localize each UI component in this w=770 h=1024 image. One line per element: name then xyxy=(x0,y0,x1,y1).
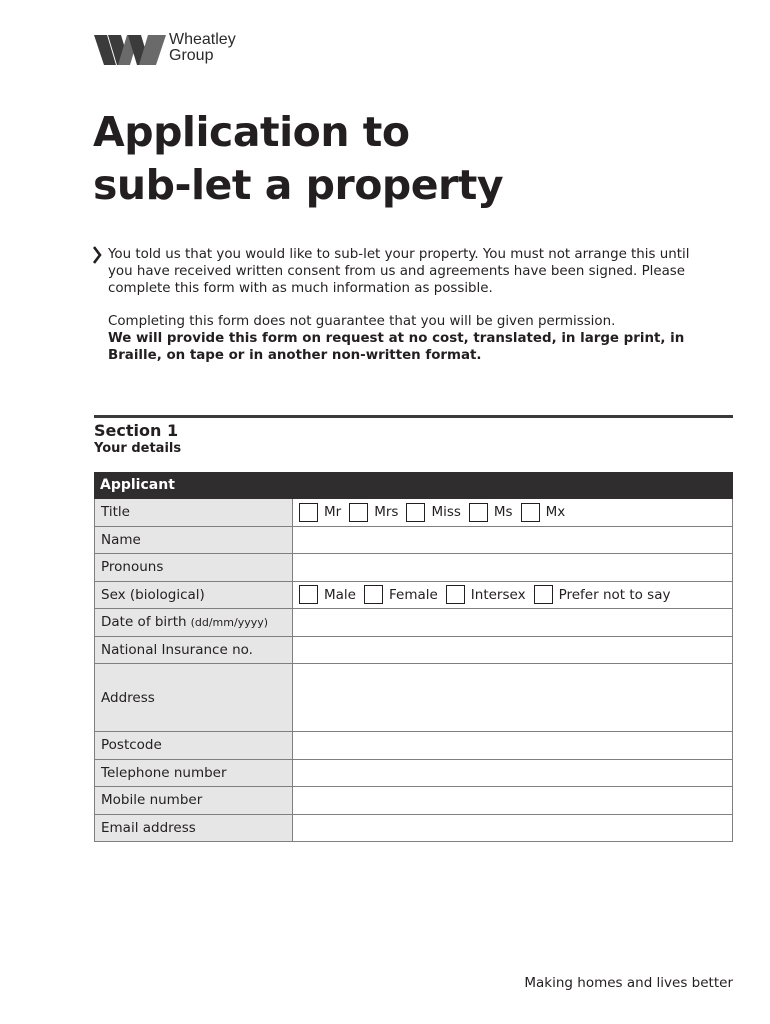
option-female[interactable] xyxy=(364,585,438,604)
dob-format-hint: (dd/mm/yyyy) xyxy=(190,615,269,629)
section-title: Section 1 xyxy=(94,421,179,440)
form-row-ni xyxy=(94,637,733,665)
option-mr[interactable] xyxy=(299,503,341,522)
address-label: Address xyxy=(94,664,293,732)
option-ms[interactable] xyxy=(469,503,513,522)
accessibility-note: We will provide this form on request at no cost, translated, in large print, in Braille, on tape or in another non-written format. xyxy=(108,331,685,363)
form-row-title xyxy=(94,499,733,527)
option-label: Mx xyxy=(545,504,566,521)
form-row-sex xyxy=(94,582,733,610)
dob-label-text: Date of birth xyxy=(101,614,187,631)
ni-label: National Insurance no. xyxy=(94,637,293,665)
chevron-right-icon xyxy=(93,246,102,264)
postcode-label: Postcode xyxy=(94,732,293,760)
checkbox[interactable] xyxy=(349,503,368,522)
option-label: Prefer not to say xyxy=(558,586,671,603)
form-row-telephone xyxy=(94,760,733,788)
logo-line-2: Group xyxy=(169,47,214,64)
checkbox[interactable] xyxy=(364,585,383,604)
form-row-mobile xyxy=(94,787,733,815)
option-prefer-not-to-say[interactable] xyxy=(534,585,671,604)
option-mx[interactable] xyxy=(521,503,566,522)
intro-paragraph-1: You told us that you would like to sub-let your property. You must not arrange this until you have received written consent from us and agreements have been signed. Please complete this form with as much information as possible. xyxy=(108,247,690,296)
footer-tagline: Making homes and lives better xyxy=(524,975,733,991)
title-options xyxy=(293,499,733,527)
option-intersex[interactable] xyxy=(446,585,526,604)
sex-label: Sex (biological) xyxy=(94,582,293,610)
title-label: Title xyxy=(94,499,293,527)
telephone-label: Telephone number xyxy=(94,760,293,788)
form-header: Applicant xyxy=(94,472,733,499)
intro-paragraph-2 xyxy=(108,313,708,364)
pronouns-field[interactable] xyxy=(293,554,733,582)
permission-note: Completing this form does not guarantee that you will be given permission. xyxy=(108,314,616,329)
checkbox[interactable] xyxy=(521,503,540,522)
checkbox[interactable] xyxy=(406,503,425,522)
logo-text xyxy=(169,32,236,64)
applicant-form xyxy=(94,472,733,842)
address-field[interactable] xyxy=(293,664,733,732)
page-title-line-2: sub-let a property xyxy=(93,161,504,209)
option-label: Intersex xyxy=(470,586,526,603)
checkbox[interactable] xyxy=(469,503,488,522)
option-label: Miss xyxy=(431,504,461,521)
option-miss[interactable] xyxy=(406,503,460,522)
page-title xyxy=(93,106,503,212)
email-label: Email address xyxy=(94,815,293,843)
checkbox[interactable] xyxy=(299,585,318,604)
dob-field[interactable] xyxy=(293,609,733,637)
form-row-postcode xyxy=(94,732,733,760)
ni-field[interactable] xyxy=(293,637,733,665)
mobile-field[interactable] xyxy=(293,787,733,815)
page-title-line-1: Application to xyxy=(93,108,410,156)
section-divider xyxy=(94,415,733,418)
option-label: Female xyxy=(388,586,438,603)
option-mrs[interactable] xyxy=(349,503,398,522)
form-row-dob xyxy=(94,609,733,637)
form-row-email xyxy=(94,815,733,843)
option-male[interactable] xyxy=(299,585,356,604)
dob-label xyxy=(94,609,293,637)
telephone-field[interactable] xyxy=(293,760,733,788)
option-label: Mrs xyxy=(374,504,399,521)
sex-options xyxy=(293,582,733,610)
postcode-field[interactable] xyxy=(293,732,733,760)
name-label: Name xyxy=(94,527,293,555)
form-row-pronouns xyxy=(94,554,733,582)
mobile-label: Mobile number xyxy=(94,787,293,815)
checkbox[interactable] xyxy=(446,585,465,604)
wheatley-group-logo xyxy=(94,32,264,70)
section-subtitle: Your details xyxy=(94,441,182,456)
form-row-address xyxy=(94,664,733,732)
option-label: Mr xyxy=(324,504,342,521)
option-label: Male xyxy=(324,586,356,603)
email-field[interactable] xyxy=(293,815,733,843)
intro-text xyxy=(108,246,708,364)
option-label: Ms xyxy=(493,504,513,521)
logo-line-1: Wheatley xyxy=(169,31,236,48)
form-row-name xyxy=(94,527,733,555)
checkbox[interactable] xyxy=(534,585,553,604)
checkbox[interactable] xyxy=(299,503,318,522)
wheatley-logo-mark-icon xyxy=(94,33,166,67)
pronouns-label: Pronouns xyxy=(94,554,293,582)
name-field[interactable] xyxy=(293,527,733,555)
